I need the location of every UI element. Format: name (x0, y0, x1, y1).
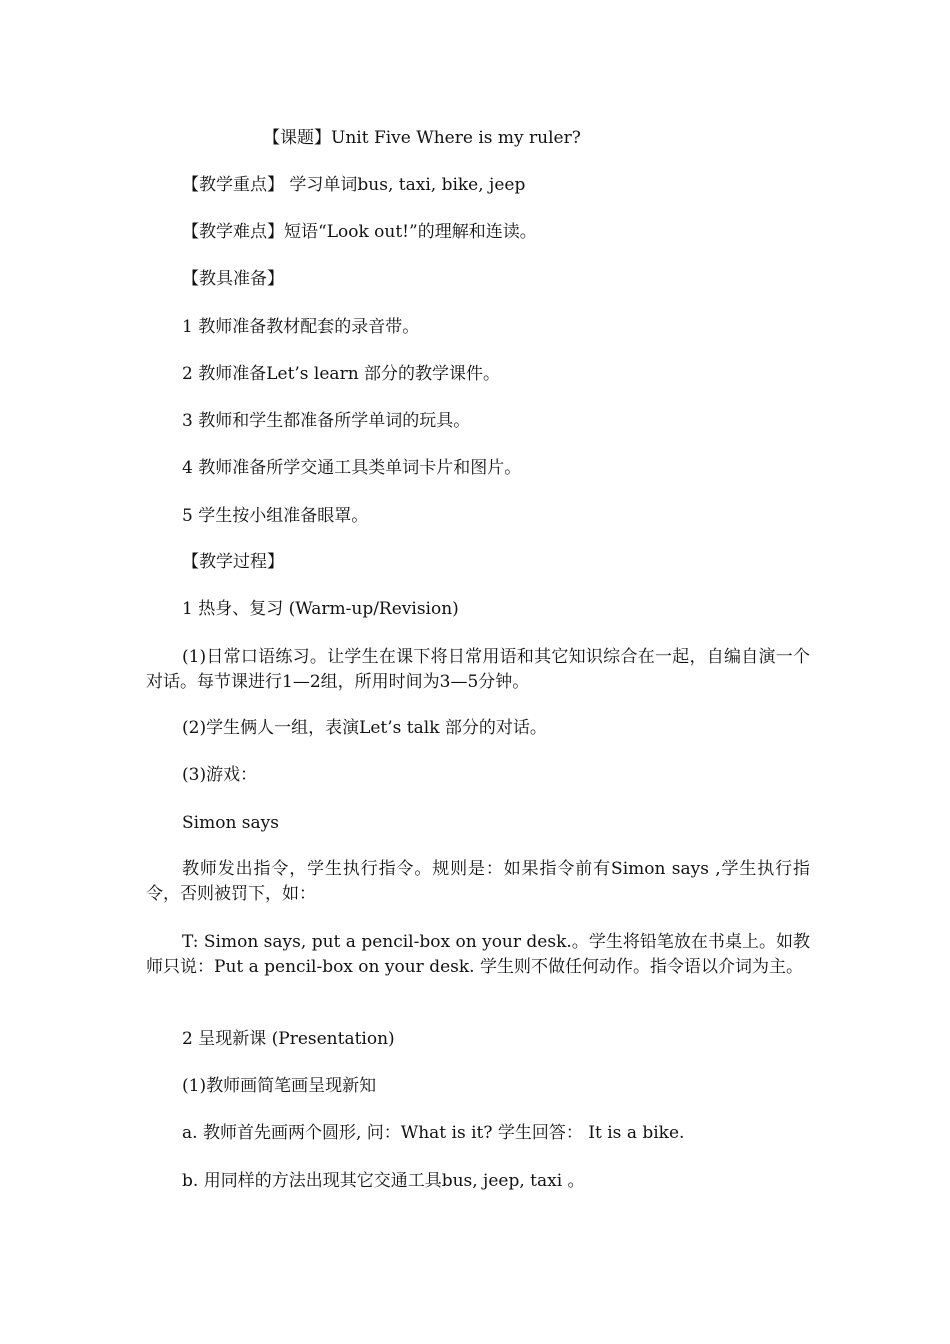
step2-item-a: a. 教师首先画两个圆形, 问：What is it? 学生回答： It is a bike. (182, 1123, 685, 1143)
key-point: 【教学重点】 学习单词bus, taxi, bike, jeep (182, 175, 526, 195)
step2-item-b: b. 用同样的方法出现其它交通工具bus, jeep, taxi 。 (182, 1171, 585, 1191)
step1-paragraph-3: (3)游戏： (182, 765, 258, 785)
game-rule: 教师发出指令，学生执行指令。规则是：如果指令前有Simon says ,学生执行指令，否则被罚下，如： (146, 859, 810, 904)
materials-item: 2 教师准备Let’s learn 部分的教学课件。 (182, 364, 501, 384)
game-example: T: Simon says, put a pencil-box on your desk.。学生将铅笔放在书桌上。如教师只说：Put a pencil-box on your desk. 学生则不做任何动作。指令语以介词为主。 (146, 932, 810, 977)
step1-heading: 1 热身、复习 (Warm-up/Revision) (182, 599, 459, 619)
materials-item: 1 教师准备教材配套的录音带。 (182, 317, 420, 337)
step2-paragraph-1: (1)教师画简笔画呈现新知 (182, 1076, 377, 1096)
lesson-title: 【课题】Unit Five Where is my ruler? (263, 128, 581, 148)
step1-paragraph-1: (1)日常口语练习。让学生在课下将日常用语和其它知识综合在一起，自编自演一个对话。每节课进行1—2组，所用时间为3—5分钟。 (146, 647, 810, 692)
materials-heading: 【教具准备】 (182, 269, 284, 289)
materials-item: 3 教师和学生都准备所学单词的玩具。 (182, 411, 471, 431)
materials-item: 4 教师准备所学交通工具类单词卡片和图片。 (182, 458, 522, 478)
step1-paragraph-2: (2)学生俩人一组，表演Let’s talk 部分的对话。 (182, 718, 547, 738)
game-name: Simon says (182, 813, 279, 833)
materials-item: 5 学生按小组准备眼罩。 (182, 506, 369, 526)
difficult-point: 【教学难点】短语“Look out!”的理解和连读。 (182, 222, 537, 242)
step2-heading: 2 呈现新课 (Presentation) (182, 1029, 395, 1049)
process-heading: 【教学过程】 (182, 552, 284, 572)
